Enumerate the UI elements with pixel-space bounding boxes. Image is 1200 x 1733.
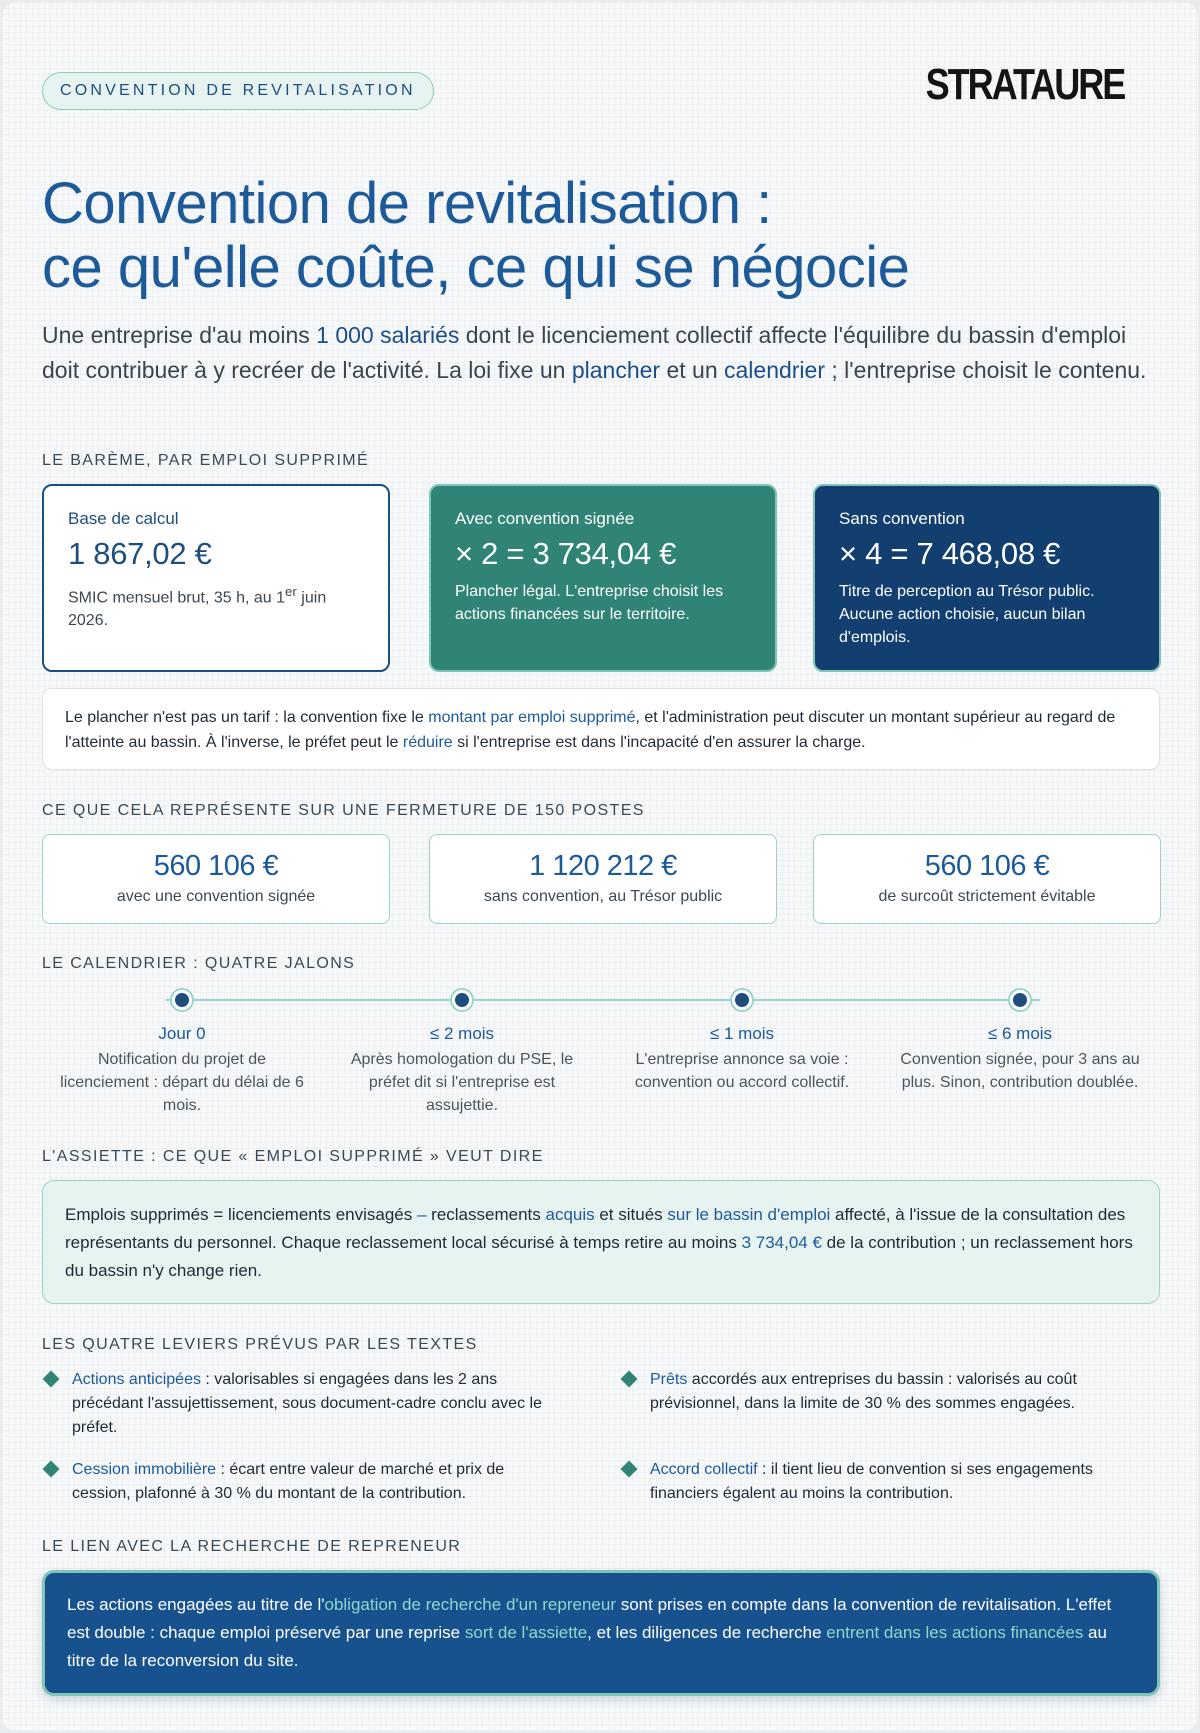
section-heading-representation: CE QUE CELA REPRÉSENTE SUR UNE FERMETURE DE 150 POSTES [42,802,645,819]
stat-value: 1 120 212 € [529,850,677,882]
assiette-text: de la contribution ; un reclassement hors du bassin n'y change rien. [65,1233,1133,1280]
stat-card [42,834,390,924]
lever-text: accordés aux entreprises du bassin : valorisés au coût prévisionnel, dans la limite de 30 % des sommes engagées. [650,1371,1077,1412]
final-text: sont prises en compte dans la convention de revitalisation. L'effet est double : chaque emploi préservé par une reprise [67,1595,1112,1642]
timeline-dot [452,990,472,1010]
diamond-bullet-icon [621,1371,638,1388]
assiette-text: Emplois supprimés = licenciements envisagés [65,1205,417,1224]
card-text-part: juin 2026. [68,589,327,630]
assiette-highlight: – [416,1205,427,1224]
final-text: , et les diligences de recherche [587,1623,827,1642]
card-text: Titre de perception au Trésor public. Aucune action choisie, aucun bilan d'emplois. [839,583,1095,646]
card-avec-convention [429,484,777,672]
milestone-desc: L'entreprise annonce sa voie : convention ou accord collectif. [634,1051,850,1091]
lever-item [620,1458,1140,1506]
note-text: , et l'administration peut discuter un montant supérieur au regard de l'atteinte au bassin. À l'inverse, le préfet peut le [65,709,1116,751]
lever-key: Cession immobilière [72,1461,217,1478]
lead-highlight: calendrier [724,357,825,383]
card-base-calcul [42,484,390,672]
note-text: Le plancher n'est pas un tarif : la convention fixe le [65,709,429,726]
lever-key: Prêts [650,1371,688,1388]
lead-highlight: plancher [571,357,661,383]
card-text: Plancher légal. L'entreprise choisit les actions financées sur le territoire. [455,583,724,623]
timeline-dot [732,990,752,1010]
lever-text: : valorisables si engagées dans les 2 ans précédant l'assujettissement, sous document-cadre conclu avec le préfet. [72,1371,542,1436]
lead-paragraph [42,318,1152,388]
milestone-when: ≤ 6 mois [987,1024,1053,1043]
brand-logo: STRATAURE [925,60,1124,109]
final-text: Les actions engagées au titre de l' [67,1595,325,1614]
stat-caption: avec une convention signée [116,888,316,905]
card-value: × 2 = 3 734,04 € [455,536,677,571]
assiette-text: affecté, à l'issue de la consultation des représentants du personnel. Chaque reclassement local sécurisé à temps retire au moins [65,1205,1126,1252]
lever-item [42,1458,562,1506]
assiette-highlight: 3 734,04 € [741,1233,822,1252]
card-sans-convention [813,484,1161,672]
note-highlight: réduire [402,734,453,751]
card-label: Avec convention signée [455,509,635,528]
stat-value: 560 106 € [924,850,1050,882]
diamond-bullet-icon [43,1461,60,1478]
lever-key: Actions anticipées [72,1371,201,1388]
assiette-text: et situés [594,1205,668,1224]
card-text-part: SMIC mensuel brut, 35 h, au 1 [68,589,285,607]
assiette-box [42,1180,1160,1304]
stat-caption: sans convention, au Trésor public [483,888,723,905]
milestone [612,1022,872,1094]
diamond-bullet-icon [621,1461,638,1478]
section-heading-assiette: L'ASSIETTE : CE QUE « EMPLOI SUPPRIMÉ » VEUT DIRE [42,1148,544,1165]
final-highlight: obligation de recherche d'un repreneur [324,1595,616,1614]
card-text-sup: er [285,584,297,599]
timeline-dot [1010,990,1030,1010]
card-label: Base de calcul [68,509,179,528]
page-title [42,172,1142,300]
milestone-when: ≤ 1 mois [709,1024,775,1043]
lead-text: dont le licenciement collectif affecte l'équilibre du bassin d'emploi doit contribuer à y recréer de l'activité. La loi fixe un [42,322,1127,383]
diamond-bullet-icon [43,1371,60,1388]
section-heading-lien: LE LIEN AVEC LA RECHERCHE DE REPRENEUR [42,1538,462,1555]
note-text: si l'entreprise est dans l'incapacité d'en assurer la charge. [452,734,866,751]
lever-text: : il tient lieu de convention si ses engagements financiers égalent au moins la contribution. [650,1461,1093,1502]
milestone-desc: Convention signée, pour 3 ans au plus. Sinon, contribution doublée. [900,1051,1140,1091]
assiette-text: reclassements [426,1205,546,1224]
stat-card [813,834,1161,924]
plancher-note [42,688,1160,770]
lever-item [620,1368,1140,1416]
milestone-desc: Après homologation du PSE, le préfet dit si l'entreprise est assujettie. [350,1051,574,1114]
final-highlight: entrent dans les actions financées [826,1623,1084,1642]
card-text [68,580,364,632]
milestone-desc: Notification du projet de licenciement : départ du délai de 6 mois. [60,1051,304,1114]
section-heading-bareme: LE BARÈME, PAR EMPLOI SUPPRIMÉ [42,452,370,469]
timeline-line [166,999,1040,1001]
stat-caption: de surcoût strictement évitable [878,888,1096,905]
assiette-highlight: acquis [545,1205,595,1224]
final-highlight: sort de l'assiette [464,1623,588,1642]
card-value: 1 867,02 € [68,536,212,571]
note-highlight: montant par emploi supprimé [428,709,636,726]
milestone [52,1022,312,1117]
card-label: Sans convention [839,509,965,528]
lever-text: : écart entre valeur de marché et prix de cession, plafonné à 30 % du montant de la contribution. [72,1461,505,1502]
category-pill: CONVENTION DE REVITALISATION [42,72,434,110]
lead-text: et un [660,357,724,383]
lead-highlight: 1 000 salariés [316,322,460,348]
milestone-when: Jour 0 [158,1024,206,1043]
assiette-highlight: sur le bassin d'emploi [667,1205,831,1224]
final-text: au titre de la reconversion du site. [67,1623,1107,1670]
section-heading-calendrier: LE CALENDRIER : QUATRE JALONS [42,955,356,972]
milestone-when: ≤ 2 mois [429,1024,495,1043]
lever-item [42,1368,562,1440]
lever-key: Accord collectif [650,1461,758,1478]
section-heading-leviers: LES QUATRE LEVIERS PRÉVUS PAR LES TEXTES [42,1336,478,1353]
timeline-dot [172,990,192,1010]
card-value: × 4 = 7 468,08 € [839,536,1061,571]
title-line-2: ce qu'elle coûte, ce qui se négocie [42,235,910,300]
milestone [890,1022,1150,1094]
title-line-1: Convention de revitalisation : [42,171,772,236]
milestone [332,1022,592,1117]
stat-card [429,834,777,924]
repreneur-box [42,1570,1160,1696]
page [2,2,1198,1731]
lead-text: Une entreprise d'au moins [42,322,317,348]
lead-text: ; l'entreprise choisit le contenu. [825,357,1147,383]
stat-value: 560 106 € [153,850,279,882]
